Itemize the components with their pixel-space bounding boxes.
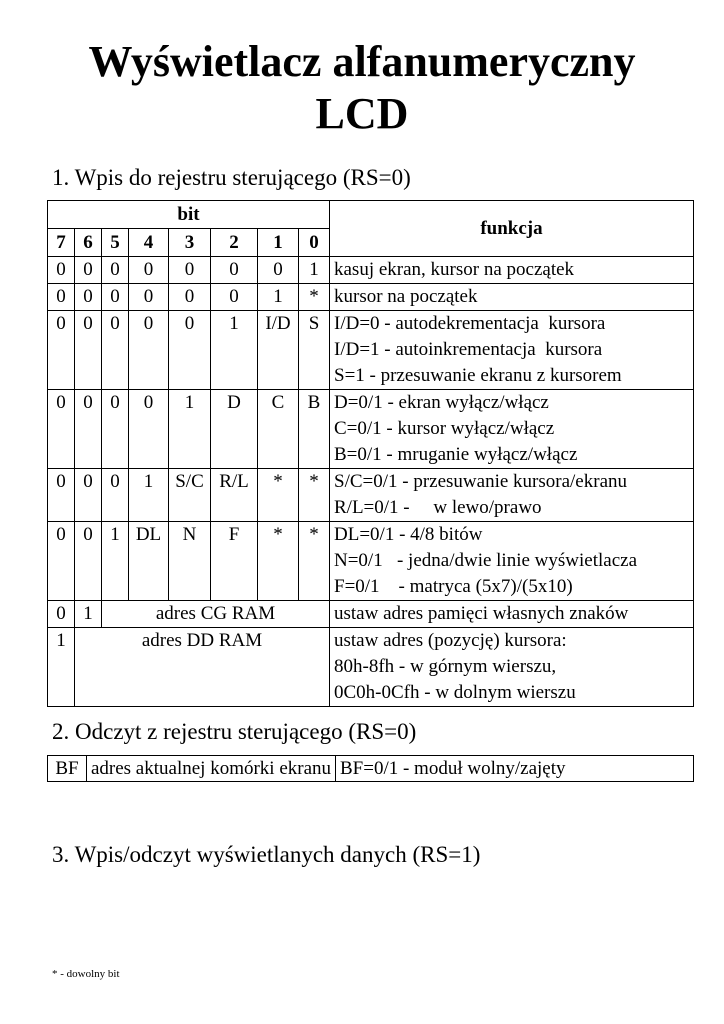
function-line: I/D=1 - autoinkrementacja kursora — [334, 339, 603, 360]
bit-cell: 0 — [75, 469, 102, 522]
bit-cell: N — [169, 522, 211, 601]
function-cell — [330, 311, 694, 390]
header-funkcja: funkcja — [330, 201, 694, 257]
function-line: 0C0h-0Cfh - w dolnym wierszu — [334, 682, 576, 703]
control-register-read-table — [47, 755, 694, 782]
bit-cell: 0 — [129, 257, 169, 284]
bit-number-0: 0 — [299, 229, 330, 257]
bit-cell: 0 — [75, 257, 102, 284]
function-line: D=0/1 - ekran wyłącz/włącz — [334, 392, 549, 413]
bit-cell: 0 — [48, 257, 75, 284]
page-title — [0, 36, 724, 140]
bit-cell: 0 — [129, 284, 169, 311]
bit-cell: 0 — [169, 257, 211, 284]
bit-cell: * — [299, 469, 330, 522]
bit-number-6: 6 — [75, 229, 102, 257]
bit-cell: 0 — [102, 284, 129, 311]
address-cell: adres aktualnej komórki ekranu — [87, 756, 336, 782]
function-line: S/C=0/1 - przesuwanie kursora/ekranu — [334, 471, 627, 492]
bit-cell: 0 — [48, 522, 75, 601]
bit-cell: 0 — [75, 284, 102, 311]
bit-cell: 0 — [102, 469, 129, 522]
footnote: * - dowolny bit — [52, 968, 120, 980]
bit-cell: I/D — [258, 311, 299, 390]
bit-cell: F — [211, 522, 258, 601]
function-cell — [330, 284, 694, 311]
control-register-write-table — [47, 200, 694, 707]
function-line: F=0/1 - matryca (5x7)/(5x10) — [334, 576, 573, 597]
bit-cell: 0 — [48, 284, 75, 311]
table-row — [48, 469, 694, 522]
bit-number-5: 5 — [102, 229, 129, 257]
bit-cell: 0 — [75, 390, 102, 469]
section-3-heading: 3. Wpis/odczyt wyświetlanych danych (RS=1) — [52, 842, 481, 867]
function-line: kursor na początek — [334, 286, 478, 307]
function-cell — [330, 469, 694, 522]
bit-cell: 0 — [102, 390, 129, 469]
function-cell — [330, 390, 694, 469]
function-line: ustaw adres (pozycję) kursora: — [334, 630, 567, 651]
function-line: C=0/1 - kursor wyłącz/włącz — [334, 418, 555, 439]
section-2-heading: 2. Odczyt z rejestru sterującego (RS=0) — [52, 719, 417, 744]
bit-cell: 0 — [102, 257, 129, 284]
bit-cell: 0 — [48, 601, 75, 628]
function-line: N=0/1 - jedna/dwie linie wyświetlacza — [334, 550, 638, 571]
table-row — [48, 284, 694, 311]
bit-cell: 0 — [169, 311, 211, 390]
bit-cell: 1 — [169, 390, 211, 469]
bit-cell: 0 — [258, 257, 299, 284]
table-row-cg-ram — [48, 601, 694, 628]
function-line: DL=0/1 - 4/8 bitów — [334, 524, 483, 545]
function-line: kasuj ekran, kursor na początek — [334, 259, 575, 280]
bit-cell: 0 — [211, 257, 258, 284]
bit-cell: 0 — [129, 311, 169, 390]
table-row — [48, 257, 694, 284]
function-cell — [330, 522, 694, 601]
function-cell — [330, 257, 694, 284]
title-line-1: Wyświetlacz alfanumeryczny — [88, 37, 636, 86]
table-row — [48, 311, 694, 390]
bit-cell: * — [258, 522, 299, 601]
bit-cell: B — [299, 390, 330, 469]
section-1-heading: 1. Wpis do rejestru sterującego (RS=0) — [52, 165, 411, 190]
function-cell: BF=0/1 - moduł wolny/zajęty — [336, 756, 694, 782]
bit-cell: 1 — [75, 601, 102, 628]
bit-cell: C — [258, 390, 299, 469]
bit-cell: 0 — [75, 311, 102, 390]
header-bit: bit — [48, 201, 330, 229]
function-cell — [330, 628, 694, 707]
table-row-dd-ram — [48, 628, 694, 707]
table-row — [48, 390, 694, 469]
cg-ram-address: adres CG RAM — [102, 601, 330, 628]
bit-number-1: 1 — [258, 229, 299, 257]
bit-cell: 0 — [211, 284, 258, 311]
title-line-2: LCD — [315, 89, 409, 138]
bit-number-7: 7 — [48, 229, 75, 257]
bit-cell: S — [299, 311, 330, 390]
bit-cell: 0 — [48, 469, 75, 522]
bit-cell: 1 — [299, 257, 330, 284]
bit-cell: * — [258, 469, 299, 522]
bit-number-4: 4 — [129, 229, 169, 257]
bit-cell: 0 — [48, 311, 75, 390]
bit-cell: D — [211, 390, 258, 469]
bit-cell: DL — [129, 522, 169, 601]
function-line: R/L=0/1 - w lewo/prawo — [334, 497, 542, 518]
bit-cell: 1 — [48, 628, 75, 707]
bit-cell: 1 — [102, 522, 129, 601]
dd-ram-address: adres DD RAM — [75, 628, 330, 707]
bit-cell: 1 — [258, 284, 299, 311]
function-cell: ustaw adres pamięci własnych znaków — [330, 601, 694, 628]
bit-cell: 0 — [48, 390, 75, 469]
bit-number-2: 2 — [211, 229, 258, 257]
busy-flag-cell: BF — [48, 756, 87, 782]
bit-number-3: 3 — [169, 229, 211, 257]
function-line: 80h-8fh - w górnym wierszu, — [334, 656, 557, 677]
bit-cell: R/L — [211, 469, 258, 522]
function-line: I/D=0 - autodekrementacja kursora — [334, 313, 606, 334]
bit-cell: S/C — [169, 469, 211, 522]
bit-cell: 0 — [75, 522, 102, 601]
bit-cell: 0 — [129, 390, 169, 469]
bit-cell: * — [299, 522, 330, 601]
function-line: B=0/1 - mruganie wyłącz/włącz — [334, 444, 578, 465]
bit-cell: 1 — [129, 469, 169, 522]
bit-cell: 0 — [169, 284, 211, 311]
function-line: S=1 - przesuwanie ekranu z kursorem — [334, 365, 622, 386]
table-row — [48, 522, 694, 601]
bit-cell: * — [299, 284, 330, 311]
bit-cell: 1 — [211, 311, 258, 390]
bit-cell: 0 — [102, 311, 129, 390]
